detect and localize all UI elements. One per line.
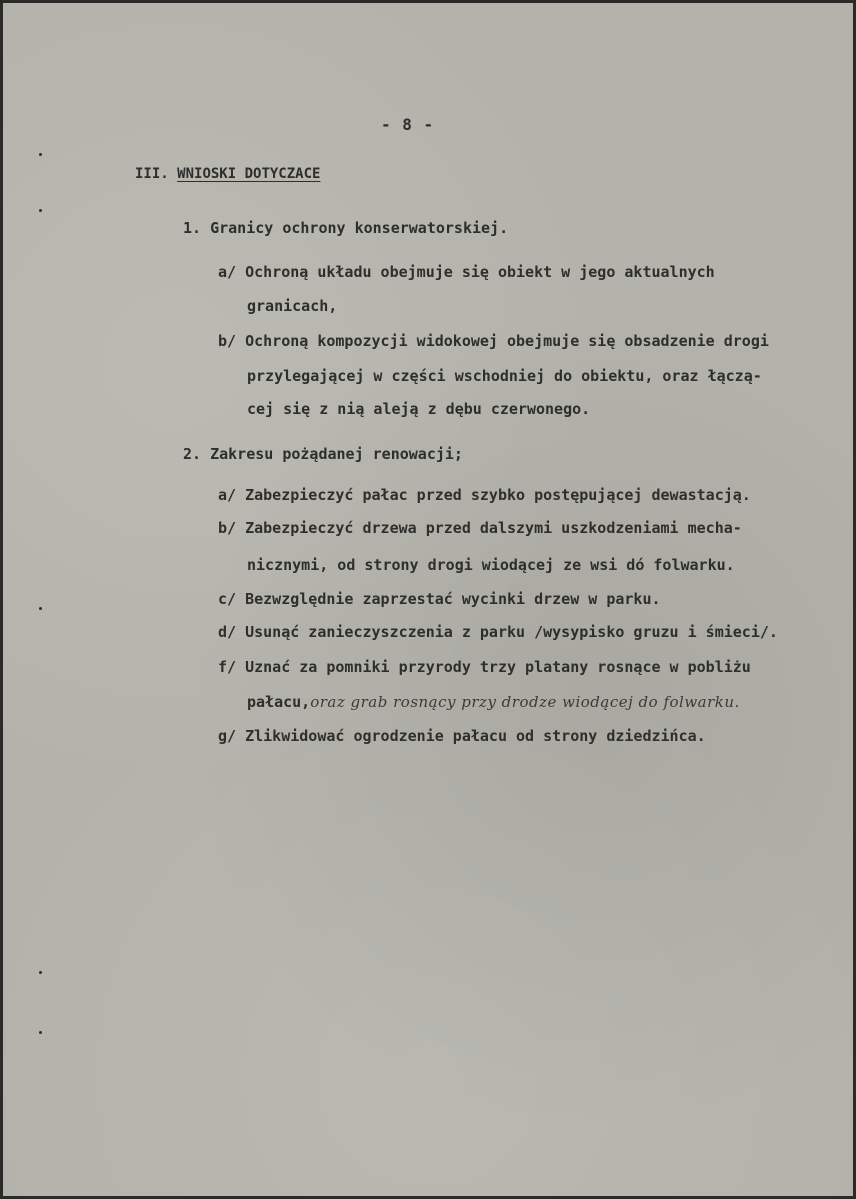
list-item-line: g/ Zlikwidować ogrodzenie pałacu od strony dziedzińca. xyxy=(218,727,706,745)
section-heading xyxy=(135,166,320,182)
handwritten-note: oraz grab rosnący przy drodze wiodącej do folwarku. xyxy=(310,693,740,711)
typed-text: pałacu, xyxy=(247,693,311,711)
section-heading-prefix: III. xyxy=(135,166,169,182)
margin-dot xyxy=(39,153,42,156)
margin-dot xyxy=(39,209,42,212)
list-item-line: c/ Bezwzględnie zaprzestać wycinki drzew w parku. xyxy=(218,590,661,608)
list-item-line: b/ Ochroną kompozycji widokowej obejmuje się obsadzenie drogi xyxy=(218,332,769,350)
list-item-line: przylegającej w części wschodniej do obiektu, oraz łączą- xyxy=(247,367,762,385)
margin-dot xyxy=(39,971,42,974)
list-item-line: f/ Uznać za pomniki przyrody trzy platany rosnące w pobliżu xyxy=(218,658,751,676)
section-heading-title: WNIOSKI DOTYCZACE xyxy=(177,166,321,182)
list-item-line xyxy=(247,693,740,711)
list-item-line: granicach, xyxy=(247,297,338,315)
list-item-line: a/ Ochroną układu obejmuje się obiekt w jego aktualnych xyxy=(218,263,715,281)
list-item-line: b/ Zabezpieczyć drzewa przed dalszymi uszkodzeniami mecha- xyxy=(218,519,742,537)
list-item-line: cej się z nią aleją z dębu czerwonego. xyxy=(247,400,591,418)
list-item-line: nicznymi, od strony drogi wiodącej ze wsi dó folwarku. xyxy=(247,556,735,574)
subsection-heading: 1. Granicy ochrony konserwatorskiej. xyxy=(183,219,509,237)
margin-dot xyxy=(39,607,42,610)
list-item-line: d/ Usunąć zanieczyszczenia z parku /wysypisko gruzu i śmieci/. xyxy=(218,623,778,641)
margin-dot xyxy=(39,1031,42,1034)
page-number: - 8 - xyxy=(381,115,435,134)
list-item-line: a/ Zabezpieczyć pałac przed szybko postępującej dewastacją. xyxy=(218,486,751,504)
subsection-heading: 2. Zakresu pożądanej renowacji; xyxy=(183,445,463,463)
